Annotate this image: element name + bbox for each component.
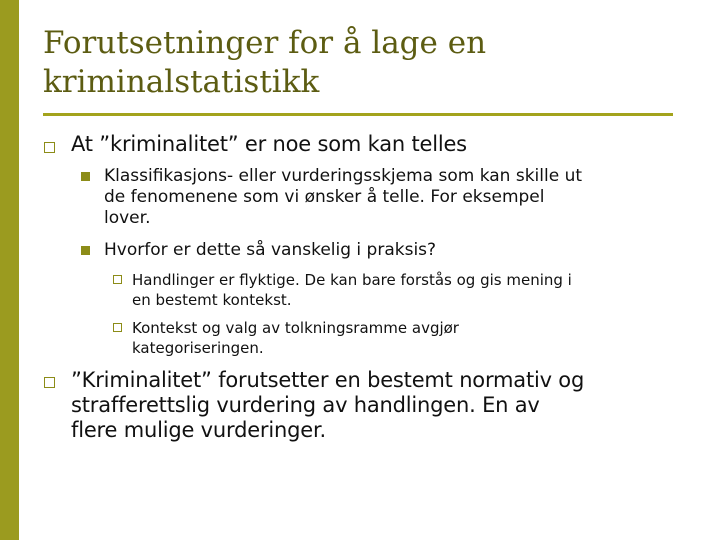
sub-sub-item-2-line-2: kategoriseringen.: [132, 339, 264, 357]
bullet-item-2-line-2: strafferettslig vurdering av handlingen. En av: [71, 393, 540, 417]
sub-sub-item-2-line-1: Kontekst og valg av tolkningsramme avgjør: [132, 319, 459, 337]
sub-item-1-line-2: de fenomenene som vi ønsker å telle. For eksempel: [104, 187, 545, 207]
sub-item-2-text: Hvorfor er dette så vanskelig i praksis?: [104, 240, 437, 260]
solid-square-bullet-icon: [81, 172, 90, 181]
hollow-square-bullet-icon: [44, 142, 55, 153]
sub-sub-item-1-line-2: en bestemt kontekst.: [132, 291, 292, 309]
title-line-2: kriminalstatistikk: [43, 64, 320, 100]
sub-item-2: [104, 240, 694, 261]
sub-item-1: [104, 166, 694, 229]
bullet-item-1: [71, 132, 691, 157]
sub-item-1-line-1: Klassifikasjons- eller vurderingsskjema som kan skille ut: [104, 166, 583, 186]
solid-square-bullet-icon: [81, 246, 90, 255]
title-divider: [43, 113, 673, 116]
sub-sub-item-2: [132, 318, 692, 358]
hollow-square-bullet-icon: [113, 323, 122, 332]
bullet-item-2-line-1: ”Kriminalitet” forutsetter en bestemt normativ og: [71, 368, 585, 392]
hollow-square-bullet-icon: [113, 275, 122, 284]
title-line-1: Forutsetninger for å lage en: [43, 25, 487, 61]
sub-sub-item-1-line-1: Handlinger er flyktige. De kan bare forstås og gis mening i: [132, 271, 572, 289]
slide-title: [43, 24, 683, 102]
hollow-square-bullet-icon: [44, 377, 55, 388]
bullet-item-2: [71, 368, 691, 443]
sub-item-1-line-3: lover.: [104, 208, 151, 228]
left-accent-bar: [0, 0, 19, 540]
bullet-item-1-text: At ”kriminalitet” er noe som kan telles: [71, 132, 467, 156]
bullet-item-2-line-3: flere mulige vurderinger.: [71, 418, 326, 442]
sub-sub-item-1: [132, 270, 692, 310]
